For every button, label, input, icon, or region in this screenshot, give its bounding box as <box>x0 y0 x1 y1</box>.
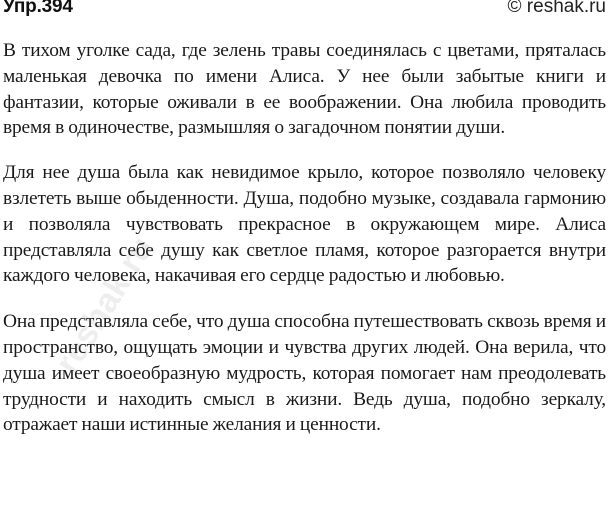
watermark: reshak.ru <box>48 230 162 381</box>
paragraph-3: Она представляла себе, что душа способна путешествовать сквозь время и пространство, ощущать эмоции и чувства других людей. Она верила, что душа имеет своеобразную мудрость, которая помогает нам преодолевать трудности и находить смысл в жизни. Ведь душа, подобно зеркалу, отражает наши истинные желания и ценности. <box>3 311 606 436</box>
paragraph-2: Для нее душа была как невидимое крыло, которое позволяло человеку взлететь выше обыденности. Душа, подобно музыке, создавала гармонию и позволяла чувствовать прекрасное в окружающем мире. Алиса представляла себе душу как светлое пламя, которое разгорается внутри каждого человека, накачивая его сердце радостью и любовью. <box>3 162 606 287</box>
paragraph-1: В тихом уголке сада, где зелень травы соединялась с цветами, пряталась маленькая девочка по имени Алиса. У нее были забытые книги и фантазии, которые оживали в ее воображении. Она любила проводить время в одиночестве, размышляя о загадочном понятии души. <box>3 40 606 139</box>
site-credit: © reshak.ru <box>507 0 606 17</box>
page-header <box>3 0 606 24</box>
exercise-title: Упр.394 <box>3 0 73 17</box>
